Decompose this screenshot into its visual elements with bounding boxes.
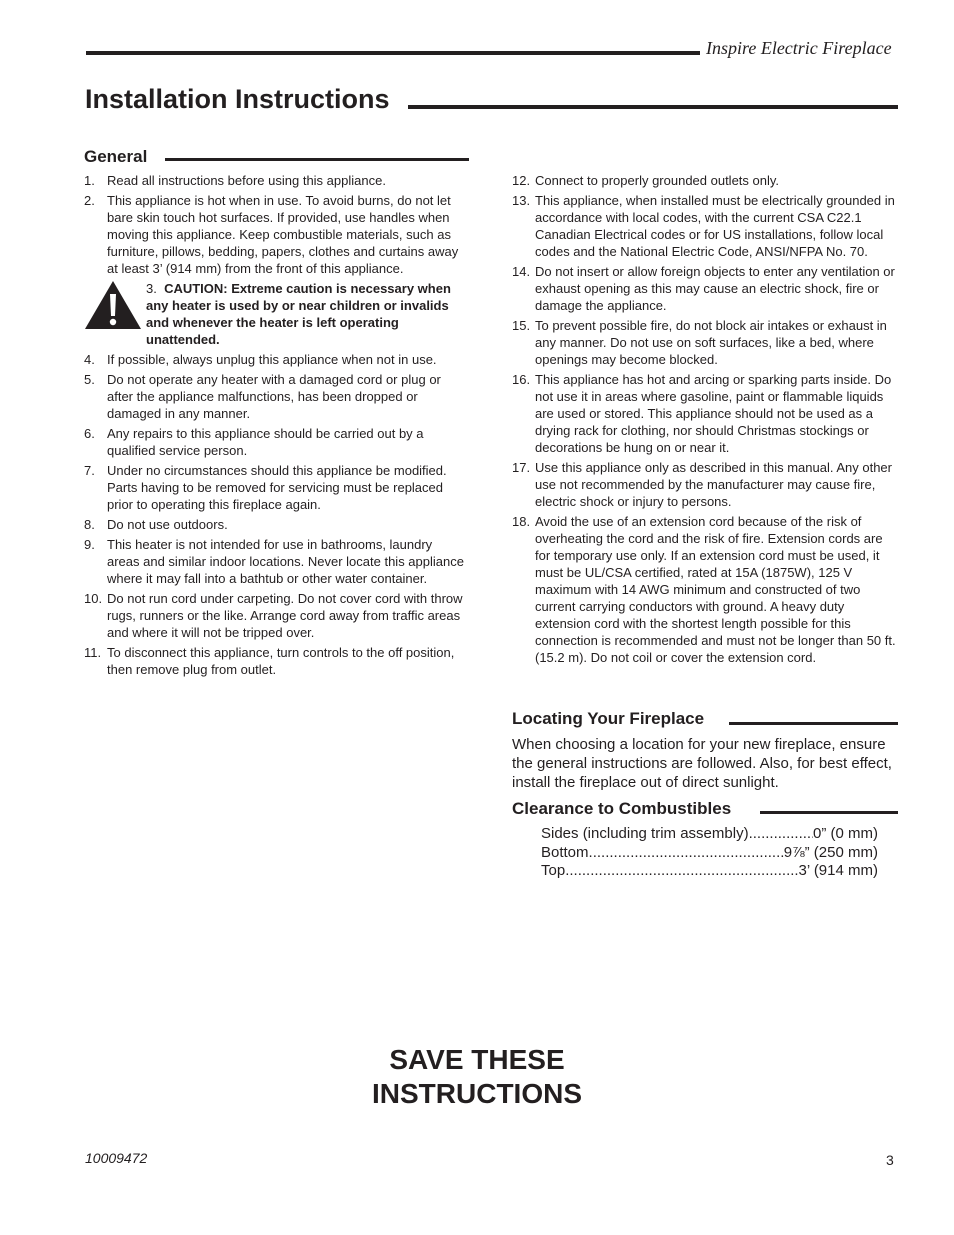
list-item: 12. Connect to properly grounded outlets only. <box>512 173 780 188</box>
locating-heading-rule <box>729 722 898 725</box>
list-item: 7. Under no circumstances should this appliance be modified. Parts having to be removed for servicing must be replaced prior to operating this fireplace again. <box>84 463 447 512</box>
list-item: 15. To prevent possible fire, do not block air intakes or exhaust in any manner. Do not use on soft surfaces, like a bed, where openings may become blocked. <box>512 318 887 367</box>
general-list-start <box>84 172 466 277</box>
left-column <box>84 172 466 681</box>
save-instructions-banner <box>0 1043 954 1111</box>
right-column <box>512 172 898 669</box>
list-item: 18. Avoid the use of an extension cord because of the risk of overheating the cord and the risk of fire. Extension cords are for temporary use only. If an extension cord must be used, it must be UL/CSA certified, rated at 15A (1875W), 125 V maximum with 14 AWG minimum and constructed of two current carrying conductors with ground. A heavy duty extension cord with the shortest length possible for this connection is recommended and must not be longer than 50 ft. (15.2 m). Do not coil or cover the extension cord. <box>512 514 896 665</box>
title-rule <box>408 105 898 109</box>
save-line-1: SAVE THESE <box>389 1044 565 1075</box>
caution-text: CAUTION: Extreme caution is necessary when any heater is used by or near children or invalids and whenever the heater is left operating unattended. <box>146 281 451 347</box>
header-rule <box>86 51 700 55</box>
general-heading: General <box>84 147 148 166</box>
list-item: 10. Do not run cord under carpeting. Do not cover cord with throw rugs, runners or the like. Arrange cord away from traffic areas and where it will not be tripped over. <box>84 591 463 640</box>
save-line-2: INSTRUCTIONS <box>372 1078 582 1109</box>
caution-block: 3. CAUTION: Extreme caution is necessary when any heater is used by or near children or invalids and whenever the heater is left operating unattended. <box>84 280 466 348</box>
general-list-right <box>512 172 898 666</box>
locating-paragraph: When choosing a location for your new fireplace, ensure the general instructions are followed. Also, for best effect, install the fireplace out of direct sunlight. <box>512 736 892 791</box>
list-item: 11. To disconnect this appliance, turn controls to the off position, then remove plug from outlet. <box>84 645 455 677</box>
header-product-title: Inspire Electric Fireplace <box>706 38 892 58</box>
page-number: 3 <box>886 1152 894 1168</box>
list-item: 13. This appliance, when installed must be electrically grounded in accordance with local codes, with the current CSA C22.1 Canadian Electrical codes or for US installations, follow local codes and the National Electric Code, ANSI/NFPA No. 70. <box>512 193 895 259</box>
list-item: 17. Use this appliance only as described in this manual. Any other use not recommended by the manufacturer may cause fire, electric shock or injury to persons. <box>512 460 892 509</box>
list-item: 16. This appliance has hot and arcing or sparking parts inside. Do not use it in areas where gasoline, paint or flammable liquids are used or stored. This appliance should not be used as a drying rack for clothing, nor should Christmas stockings or decorations be hung on or near it. <box>512 372 892 455</box>
general-list-continued <box>84 351 466 678</box>
clearance-row-top: Top ..... 3’ (914 mm) <box>541 862 878 880</box>
clearance-row-sides: Sides (including trim assembly) ..... 0” (0 mm) <box>541 825 878 843</box>
clearance-heading: Clearance to Combustibles <box>512 799 732 818</box>
list-item: 1. Read all instructions before using this appliance. <box>84 173 386 188</box>
clearance-row-bottom: Bottom ..... 9⅞” (250 mm) <box>541 844 878 862</box>
document-code: 10009472 <box>85 1150 148 1166</box>
warning-exclamation-icon <box>84 280 142 330</box>
locating-heading: Locating Your Fireplace <box>512 709 705 728</box>
list-item: 8. Do not use outdoors. <box>84 517 228 532</box>
list-item: 4. If possible, always unplug this appliance when not in use. <box>84 352 437 367</box>
list-item: 5. Do not operate any heater with a damaged cord or plug or after the appliance malfunctions, has been dropped or damaged in any manner. <box>84 372 441 421</box>
list-item: 6. Any repairs to this appliance should be carried out by a qualified service person. <box>84 426 424 458</box>
page-title: Installation Instructions <box>85 84 390 114</box>
list-item: 2. This appliance is hot when in use. To avoid burns, do not let bare skin touch hot surfaces. If provided, use handles when moving this appliance. Keep combustible materials, such as furniture, pillows, bedding, papers, clothes and curtains away at least 3’ (914 mm) from the front of this appliance. <box>84 193 459 276</box>
list-item: 14. Do not insert or allow foreign objects to enter any ventilation or exhaust opening as this may cause an electric shock, fire or damage the appliance. <box>512 264 895 313</box>
general-heading-rule <box>165 158 469 161</box>
clearance-heading-rule <box>760 811 898 814</box>
list-item: 9. This heater is not intended for use in bathrooms, laundry areas and similar indoor locations. Never locate this appliance where it may fall into a bathtub or other water container. <box>84 537 464 586</box>
